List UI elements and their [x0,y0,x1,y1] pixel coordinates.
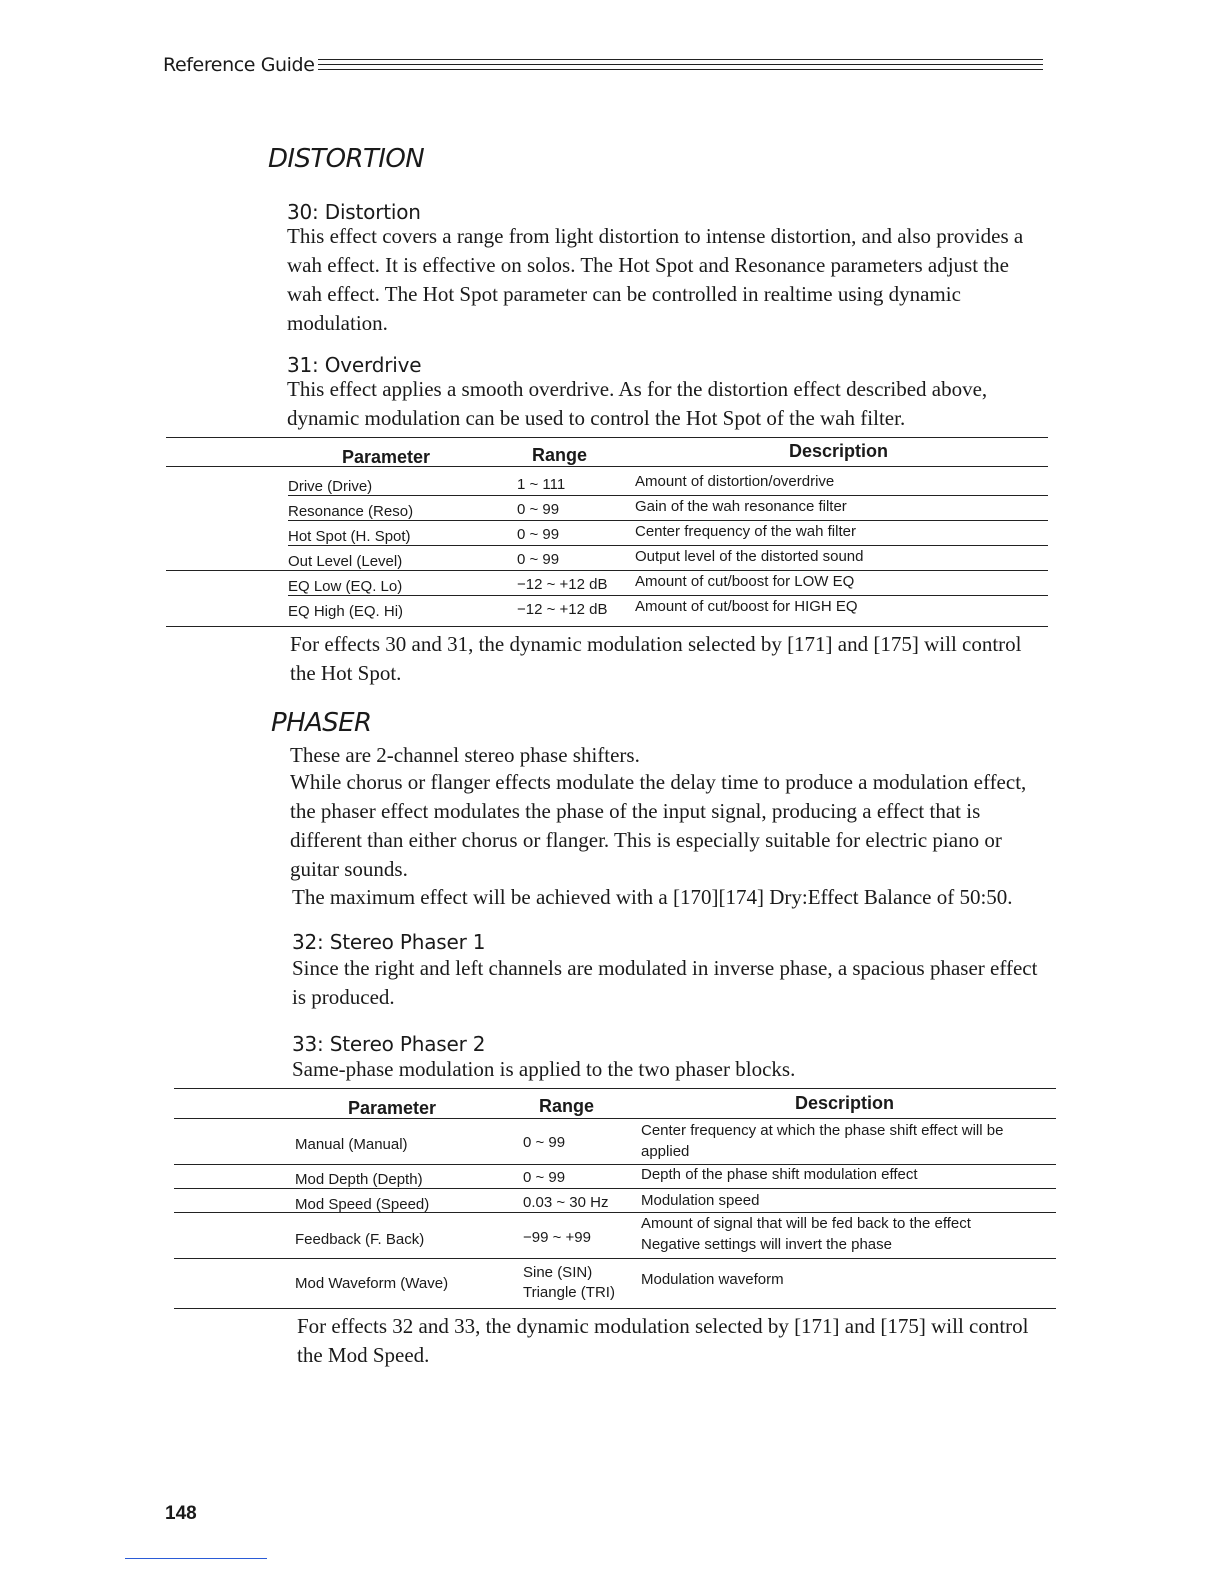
phaser-intro-2: While chorus or flanger effects modulate the delay time to produce a modulation effect, the phaser effect modulates the phase of the input signal, producing a effect that is different than either chorus or flanger. This is especially suitable for electric piano or guitar sounds. [290,770,1027,881]
table-cell: Manual (Manual) [295,1136,408,1153]
table-row-rule [288,495,1048,496]
table-cell: Amount of signal that will be fed back to the effect [641,1215,971,1232]
table-cell: −99 ~ +99 [523,1229,591,1246]
table-header-parameter: Parameter [342,447,431,467]
table-row-rule [174,1212,1056,1213]
header-rule [318,69,1043,70]
header-rule [318,59,1043,60]
table-cell: EQ Low (EQ. Lo) [288,578,403,595]
table-cell: 0 ~ 99 [523,1169,566,1186]
table-cell: Out Level (Level) [288,553,403,570]
table-cell: Amount of distortion/overdrive [635,473,835,490]
effect-description-31: This effect applies a smooth overdrive. As for the distortion effect described above, dynamic modulation can be used to control the Hot Spot of the wah filter. [287,377,988,430]
phaser-intro-1: These are 2-channel stereo phase shifters. [290,743,640,767]
table-cell: 1 ~ 111 [517,476,566,493]
effect-title-30: 30: Distortion [287,200,421,224]
footer-link-underline [125,1558,267,1559]
section-title-phaser: PHASER [271,708,372,738]
table-top-rule [166,437,1048,438]
table-cell: Sine (SIN) [523,1264,593,1281]
header-title: Reference Guide [163,54,315,76]
table-bottom-rule [174,1308,1056,1309]
table-cell: EQ High (EQ. Hi) [288,603,404,620]
table-row-rule [174,1258,1056,1259]
table-cell: Amount of cut/boost for HIGH EQ [635,598,858,615]
table-cell: Resonance (Reso) [288,503,414,520]
header-rule [318,64,1043,65]
table-cell: Output level of the distorted sound [635,548,864,565]
table-cell: 0 ~ 99 [517,501,560,518]
table-row-rule [288,595,1048,596]
table-cell: Center frequency at which the phase shift effect will be [641,1122,1004,1139]
table-cell: Mod Waveform (Wave) [295,1275,449,1292]
table-top-rule [174,1088,1056,1089]
table-header-rule [166,466,1048,467]
table-row-rule [288,545,1048,546]
table-row-rule [288,520,1048,521]
table-cell: 0.03 ~ 30 Hz [523,1194,609,1211]
section-title-distortion: DISTORTION [268,144,425,174]
table-cell: 0 ~ 99 [517,526,560,543]
table-cell: 0 ~ 99 [517,551,560,568]
effect-title-32: 32: Stereo Phaser 1 [292,930,486,954]
table-cell: Modulation speed [641,1192,760,1209]
table-header-description: Description [795,1093,895,1113]
table-bottom-rule [166,626,1048,627]
effect-description-32: Since the right and left channels are modulated in inverse phase, a spacious phaser effect is produced. [292,956,1038,1009]
table-cell: Depth of the phase shift modulation effect [641,1166,918,1183]
table-cell: Negative settings will invert the phase [641,1236,892,1253]
table-cell: Hot Spot (H. Spot) [288,528,411,545]
page-header [163,50,1043,80]
effect-description-33: Same-phase modulation is applied to the two phaser blocks. [292,1057,796,1081]
table-row-rule [166,570,1048,571]
table-cell: −12 ~ +12 dB [517,601,608,618]
effect-title-31: 31: Overdrive [287,353,422,377]
table-cell: Drive (Drive) [288,478,373,495]
table-header-range: Range [539,1096,595,1116]
phaser-note: For effects 32 and 33, the dynamic modulation selected by [171] and [175] will control the Mod Speed. [297,1314,1029,1367]
table-cell: Feedback (F. Back) [295,1231,425,1248]
table-cell: −12 ~ +12 dB [517,576,608,593]
effect-description-30: This effect covers a range from light distortion to intense distortion, and also provides a wah effect. It is effective on solos. The Hot Spot and Resonance parameters adjust the wah effect. The Hot Spot parameter can be controlled in realtime using dynamic modulation. [287,224,1024,335]
table-cell: Mod Depth (Depth) [295,1171,423,1188]
distortion-note: For effects 30 and 31, the dynamic modulation selected by [171] and [175] will control the Hot Spot. [290,632,1022,685]
table-header-range: Range [532,445,588,465]
table-header-description: Description [789,441,889,461]
table-row-rule [174,1164,1056,1165]
table-cell: Modulation waveform [641,1271,784,1288]
table-row-rule [174,1188,1056,1189]
effect-title-33: 33: Stereo Phaser 2 [292,1032,486,1056]
table-header-rule [174,1118,1056,1119]
table-cell: applied [641,1143,690,1160]
page-number: 148 [165,1503,197,1524]
table-cell: 0 ~ 99 [523,1134,566,1151]
table-cell: Mod Speed (Speed) [295,1196,430,1213]
table-cell: Amount of cut/boost for LOW EQ [635,573,855,590]
table-cell: Triangle (TRI) [523,1284,615,1301]
table-header-parameter: Parameter [348,1098,437,1118]
table-cell: Center frequency of the wah filter [635,523,856,540]
table-cell: Gain of the wah resonance filter [635,498,847,515]
phaser-intro-3: The maximum effect will be achieved with a [170][174] Dry:Effect Balance of 50:50. [292,885,1013,909]
